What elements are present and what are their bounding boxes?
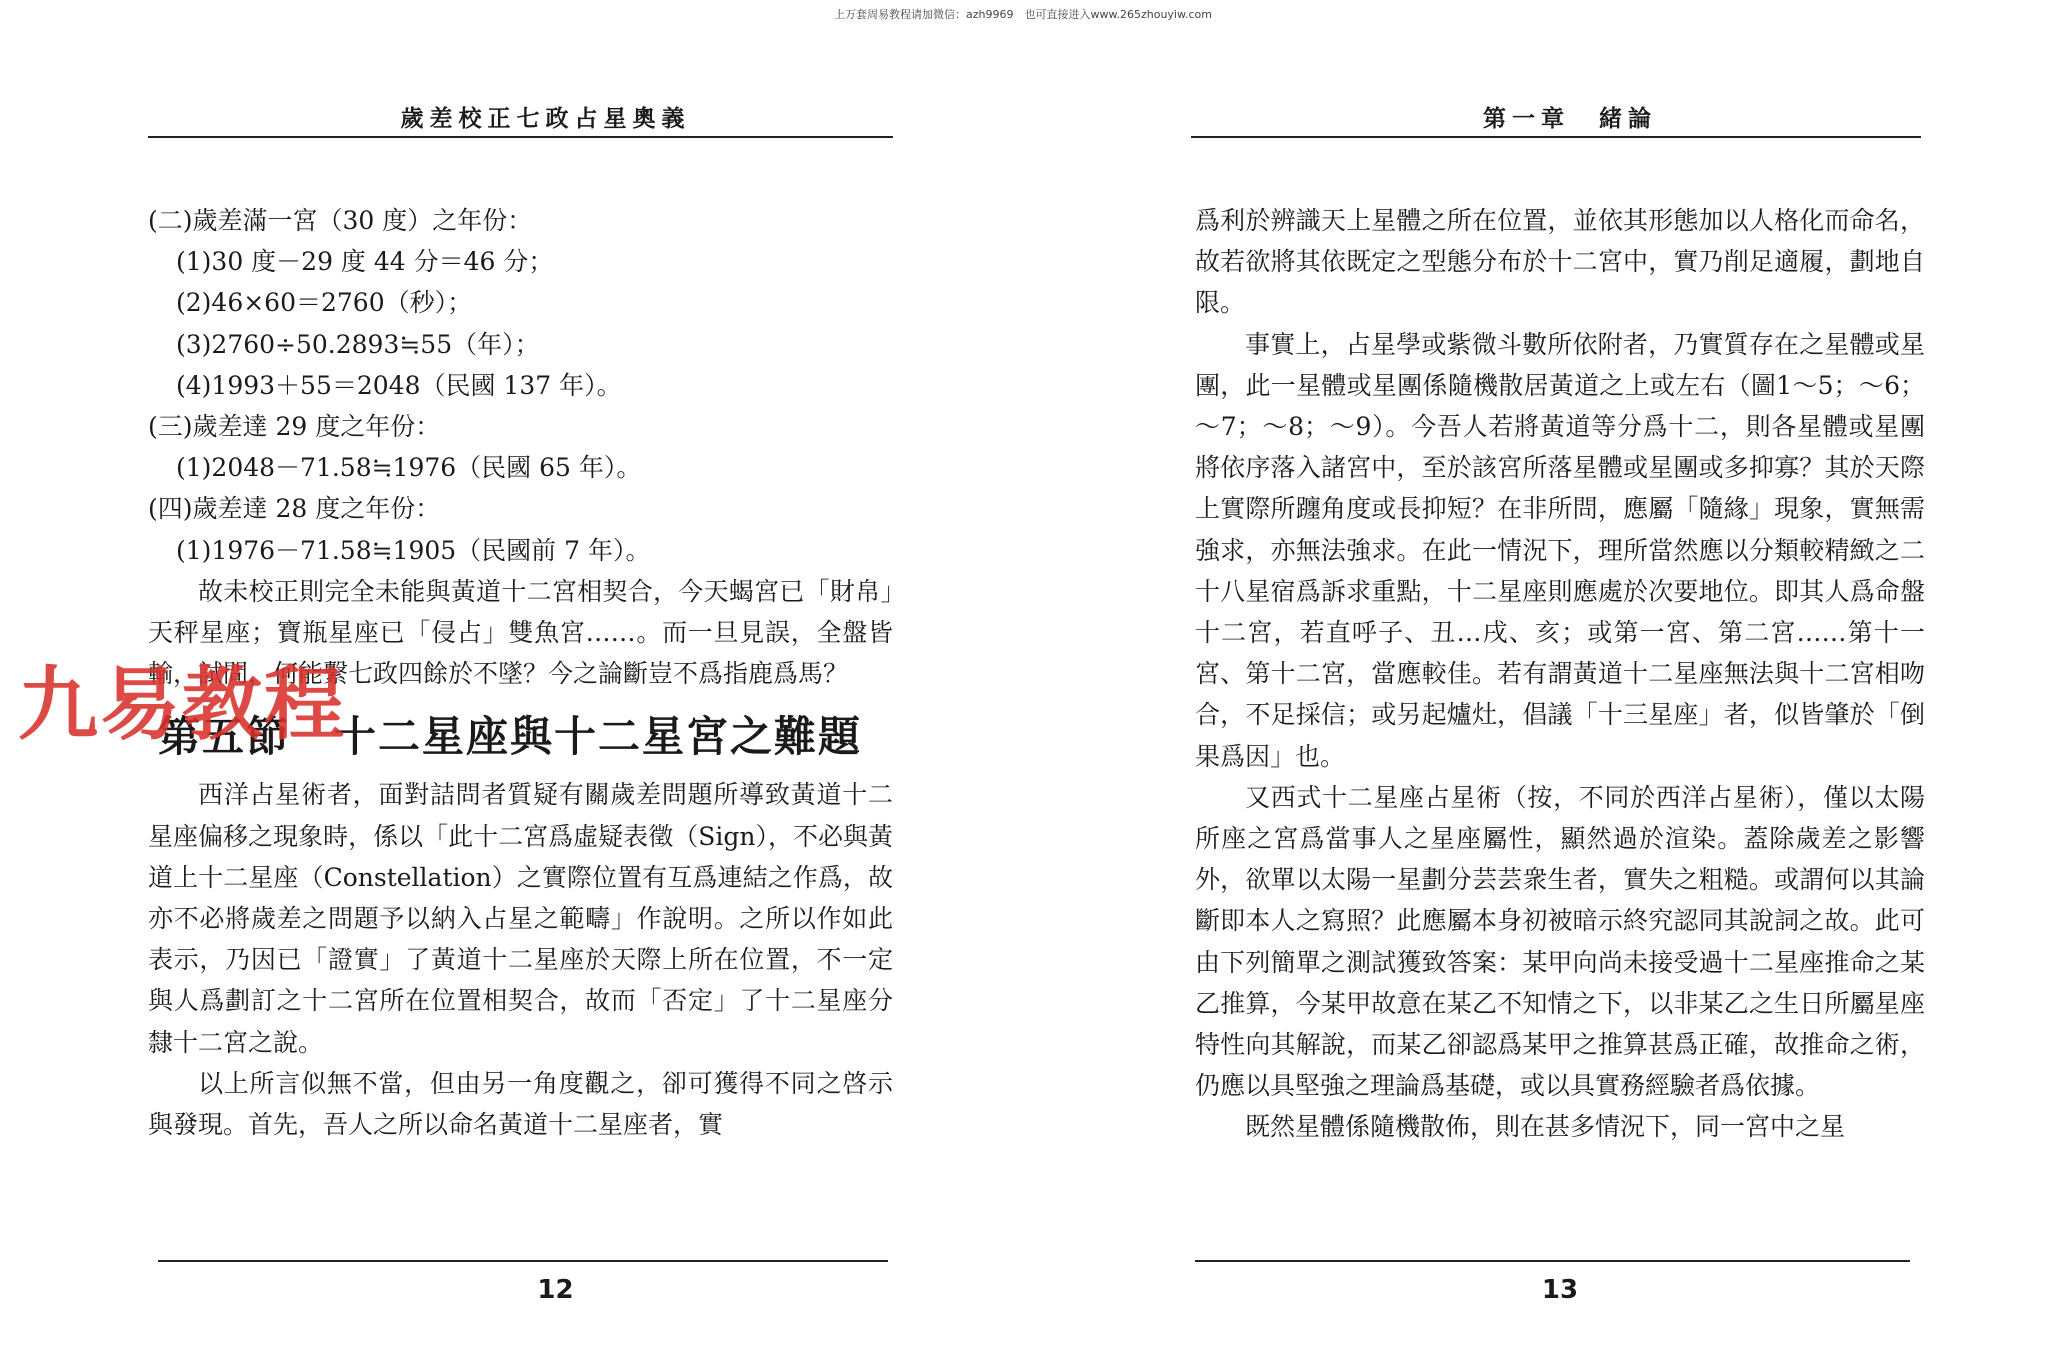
paragraph: 故未校正則完全未能與黃道十二宮相契合，今天蝎宮已「財帛」天秤星座；寶瓶星座已「侵占」雙魚宮……。而一旦見誤，全盤皆輸，試問，何能繫七政四餘於不墜？今之論斷豈不爲指鹿爲馬？ [148, 576, 893, 689]
list-item: (1)2048－71.58≒1976（民國 65 年）。 [176, 453, 642, 483]
list-item: (3)2760÷50.2893≒55（年）； [176, 329, 540, 359]
left-header-rule [148, 136, 893, 138]
right-footer-rule [1195, 1260, 1910, 1262]
section-title: 第五節 十二星座與十二星宮之難題 [158, 712, 863, 762]
list-item: (1)1976－71.58≒1905（民國前 7 年）。 [176, 535, 651, 565]
paragraph: 又西式十二星座占星術（按，不同於西洋占星術），僅以太陽所座之宮爲當事人之星座屬性，顯然過於渲染。蓋除歲差之影響外，欲單以太陽一星劃分芸芸衆生者，實失之粗糙。或謂何以其論斷即本人之寫照？此應屬本身初被暗示終究認同其說詞之故。此可由下列簡單之測試獲致答案：某甲向尚未接受過十二星座推命之某乙推算，今某甲故意在某乙不知情之下，以非某乙之生日所屬星座特性向其解說，而某乙卻認爲某甲之推算甚爲正確，故推命之術，仍應以具堅強之理論爲基礎，或以具實務經驗者爲依據。 [1195, 782, 1925, 1101]
left-page-number: 12 [537, 1275, 574, 1305]
list-heading: (四)歲差達 28 度之年份： [148, 494, 441, 524]
right-header-rule [1191, 136, 1921, 138]
list-heading: (三)歲差達 29 度之年份： [148, 412, 441, 442]
paragraph: 以上所言似無不當，但由另一角度觀之，卻可獲得不同之啓示與發現。首先，吾人之所以命名黃道十二星座者，實 [148, 1068, 893, 1140]
top-banner: 上万套周易教程请加微信：azh9969 也可直接进入www.265zhouyiw.com [834, 8, 1212, 21]
watermark-logo: 九易教程 [18, 658, 346, 751]
list-item: (1)30 度－29 度 44 分＝46 分； [176, 247, 554, 277]
right-running-head: 第一章 緒論 [1483, 105, 1657, 132]
left-footer-rule [158, 1260, 888, 1262]
right-page-number: 13 [1541, 1275, 1579, 1305]
list-item: (2)46×60＝2760（秒）； [176, 288, 473, 318]
left-running-head: 歲差校正七政占星奧義 [400, 105, 691, 132]
paragraph: 西洋占星術者，面對詰問者質疑有關歲差問題所導致黃道十二星座偏移之現象時，係以「此十二宮爲虛疑表徵（Sign），不必與黃道上十二星座（Constellation）之實際位置有互爲連結之作爲，故亦不必將歲差之問題予以納入占星之範疇」作說明。之所以作如此表示，乃因已「證實」了黃道十二星座於天際上所在位置，不一定與人爲劃訂之十二宮所在位置相契合，故而「否定」了十二星座分隸十二宮之說。 [148, 780, 893, 1057]
list-heading: (二)歲差滿一宮（30 度）之年份： [148, 206, 533, 235]
paragraph: 既然星體係隨機散佈，則在甚多情況下，同一宮中之星 [1245, 1112, 1846, 1142]
paragraph: 事實上，占星學或紫微斗數所依附者，乃實質存在之星體或星團，此一星體或星團係隨機散居黃道之上或左右（圖1～5；～6；～7；～8；～9）。今吾人若將黃道等分爲十二，則各星體或星團將依序落入諸宮中，至於該宮所落星體或星團或多抑寡？其於天際上實際所躔角度或長抑短？在非所問，應屬「隨緣」現象，實無需強求，亦無法強求。在此一情況下，理所當然應以分類較精緻之二十八星宿爲訴求重點，十二星座則應處於次要地位。即其人爲命盤十二宮，若直呼子、丑…戌、亥；或第一宮、第二宮……第十一宮、第十二宮，當應較佳。若有謂黃道十二星座無法與十二宮相吻合，不足採信；或另起爐灶，倡議「十三星座」者，似皆肇於「倒果爲因」也。 [1195, 329, 1925, 771]
list-item: (4)1993＋55＝2048（民國 137 年）。 [176, 370, 622, 400]
paragraph: 爲利於辨識天上星體之所在位置，並依其形態加以人格化而命名，故若欲將其依既定之型態分布於十二宮中，實乃削足適履，劃地自限。 [1195, 206, 1925, 318]
right-page [1195, 0, 1925, 1356]
right-body [1195, 200, 1925, 1148]
